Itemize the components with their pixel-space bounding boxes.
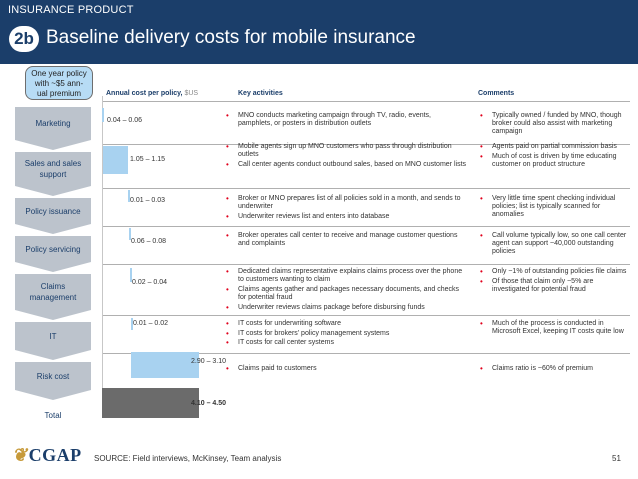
row-divider [102, 226, 630, 227]
comment-item: • Claims ratio is ~60% of premium [478, 365, 628, 373]
comment-item: • Very little time spent checking individual policies; list is typically scanned for anomalies [478, 195, 628, 220]
activity-item: • IT costs for underwriting software [224, 320, 466, 328]
comments-marketing [478, 112, 628, 138]
stage-marketing: Marketing [15, 107, 91, 140]
activity-item: • IT costs for call center systems [224, 339, 466, 347]
activity-item: • Mobile agents sign up MNO customers who pass through distribution outlets [224, 143, 466, 159]
activity-item: • Underwriter reviews claims package before disbursing funds [224, 304, 466, 312]
comment-item: • Call volume typically low, so one call center agent can support ~40,000 outstanding policies [478, 232, 628, 257]
waterfall-bar-sales [103, 146, 128, 174]
slide-number-badge: 2b [9, 26, 39, 52]
comment-item: • Typically owned / funded by MNO, though broker could also assist with marketing campaign [478, 112, 628, 137]
activity-item: • Underwriter reviews list and enters into database [224, 213, 466, 221]
waterfall-bar-total [102, 388, 199, 418]
row-divider [102, 188, 630, 189]
waterfall-baseline [102, 96, 103, 418]
stage-claims-management: Claims management [15, 274, 91, 310]
activities-it [224, 320, 466, 349]
logo-mark-icon: ❦ [12, 445, 28, 465]
range-label-total: 4.10 – 4.50 [191, 400, 227, 407]
activities-risk-cost [224, 365, 466, 375]
comments-claims-management [478, 268, 628, 296]
logo-text: CGAP [28, 445, 82, 465]
waterfall-bar-risk-cost [131, 352, 199, 378]
column-header-comments: Comments [478, 90, 515, 97]
comments-policy-servicing [478, 232, 628, 258]
slide-title: Baseline delivery costs for mobile insurance [46, 27, 416, 48]
page-number: 51 [612, 454, 621, 463]
column-header-cost-unit: $US [184, 90, 199, 97]
stage-risk-cost: Risk cost [15, 362, 91, 390]
range-label-sales: 1.05 – 1.15 [130, 156, 166, 163]
row-divider [102, 264, 630, 265]
range-label-marketing: 0.04 – 0.06 [107, 117, 143, 124]
activities-policy-servicing [224, 232, 466, 250]
range-label-it: 0.01 – 0.02 [133, 320, 169, 327]
activity-item: • IT costs for brokers' policy management systems [224, 330, 466, 338]
stage-arrow [15, 390, 91, 400]
comment-item: • Only ~1% of outstanding policies file claims [478, 268, 628, 276]
activity-item: • Broker operates call center to receive and manage customer questions and complaints [224, 232, 466, 248]
source-note: SOURCE: Field interviews, McKinsey, Team analysis [94, 454, 282, 463]
stage-sales: Sales and sales support [15, 152, 91, 186]
comment-item: • Agents paid on partial commission basis [478, 143, 628, 151]
activity-item: • Call center agents conduct outbound sales, based on MNO customer lists [224, 161, 466, 169]
comment-item: • Of those that claim only ~5% are investigated for potential fraud [478, 278, 628, 294]
cgap-logo [12, 445, 82, 466]
activity-item: • Broker or MNO prepares list of all policies sold in a month, and sends to underwriter [224, 195, 466, 211]
column-header-cost-label: Annual cost per policy, [106, 90, 183, 97]
stage-arrow [15, 350, 91, 360]
activity-item: • Claims agents gather and packages necessary documents, and checks for potential fraud [224, 286, 466, 302]
stage-arrow [15, 262, 91, 272]
activity-item: • Dedicated claims representative explains claims process over the phone to customers wanting to claim [224, 268, 466, 284]
comments-policy-issuance [478, 195, 628, 221]
comments-it [478, 320, 628, 338]
assumption-callout: One year policy with ~$5 ann- ual premium [25, 66, 93, 100]
stage-policy-servicing: Policy servicing [15, 236, 91, 262]
stage-arrow [15, 310, 91, 320]
comment-item: • Much of cost is driven by time educating customer on product structure [478, 153, 628, 169]
comment-item: • Much of the process is conducted in Microsoft Excel, keeping IT costs quite low [478, 320, 628, 336]
stage-arrow [15, 140, 91, 150]
activities-sales [224, 143, 466, 171]
stage-arrow [15, 224, 91, 234]
stage-policy-issuance: Policy issuance [15, 198, 91, 224]
row-divider [102, 315, 630, 316]
column-header-cost [106, 90, 198, 97]
stage-arrow [15, 186, 91, 196]
comments-sales [478, 143, 628, 171]
column-header-activities: Key activities [238, 90, 283, 97]
activities-marketing [224, 112, 466, 130]
header-divider [102, 101, 630, 102]
section-overline: INSURANCE PRODUCT [8, 4, 134, 16]
range-label-risk-cost: 2.90 – 3.10 [191, 358, 227, 365]
range-label-claims-management: 0.02 – 0.04 [132, 279, 168, 286]
comments-risk-cost [478, 365, 628, 375]
stage-total: Total [44, 410, 62, 420]
activities-policy-issuance [224, 195, 466, 223]
activity-item: • Claims paid to customers [224, 365, 466, 373]
range-label-policy-servicing: 0.06 – 0.08 [131, 238, 167, 245]
stage-it: IT [15, 322, 91, 350]
activities-claims-management [224, 268, 466, 314]
range-label-policy-issuance: 0.01 – 0.03 [130, 197, 166, 204]
activity-item: • MNO conducts marketing campaign through TV, radio, events, pamphlets, or posters in distribution outlets [224, 112, 466, 128]
waterfall-bar-marketing [102, 108, 104, 122]
header-band [0, 0, 638, 72]
